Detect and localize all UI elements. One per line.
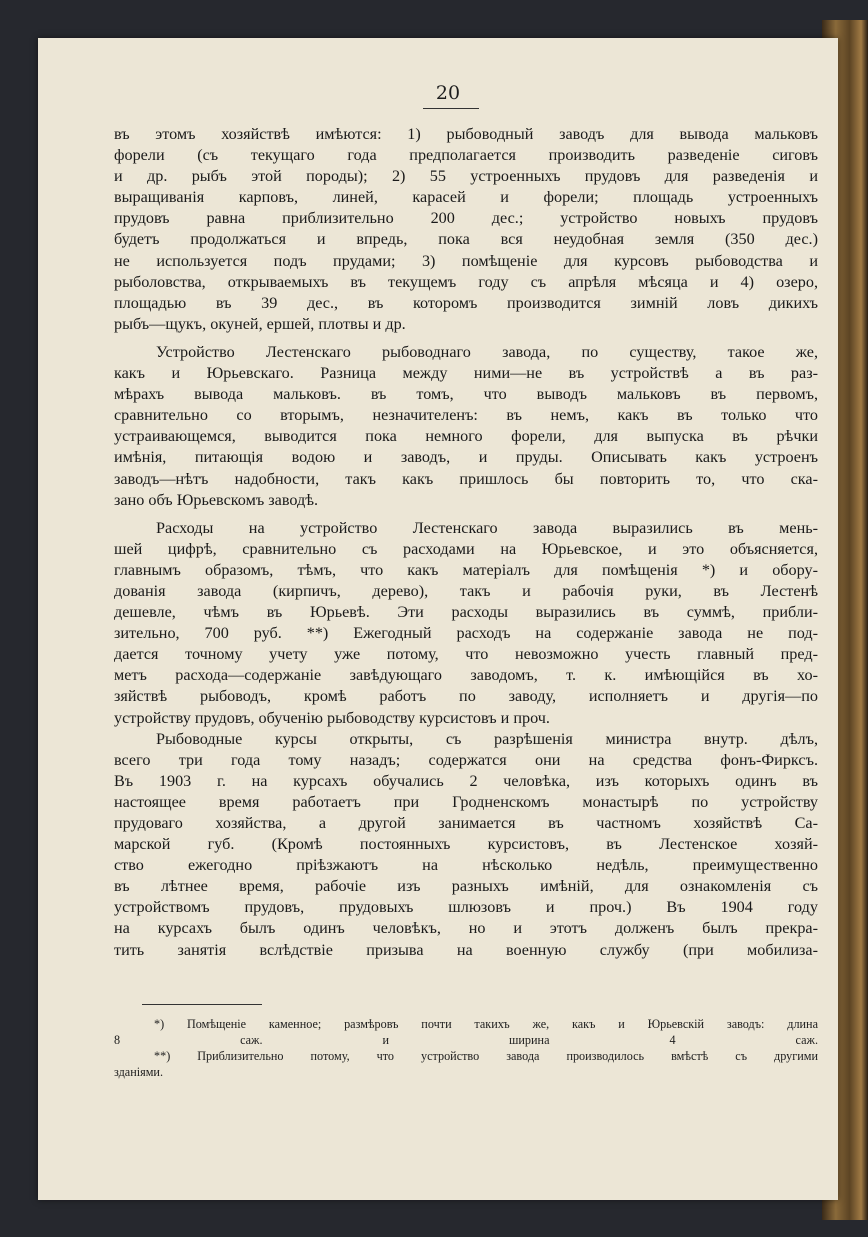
page-number-rule: [423, 108, 479, 109]
text-line: дешевле, чѣмъ въ Юрьевѣ. Эти расходы выразились въ суммѣ, прибли-: [114, 603, 818, 622]
text-line: настоящее время работаетъ при Гродненскомъ монастырѣ по устройству: [114, 792, 818, 811]
text-line: всего три года тому назадъ; содержатся они на средства фонъ-Фирксъ.: [114, 750, 818, 769]
text-line: зительно, 700 руб. **) Ежегодный расходъ на содержанiе завода не под-: [114, 624, 818, 643]
text-line: шей цифрѣ, сравнительно съ расходами на Юрьевское, и это объясняется,: [114, 539, 818, 558]
text-line: какъ и Юрьевскаго. Разница между ними—не въ устройствѣ а въ раз-: [114, 364, 818, 383]
text-line: прудоваго хозяйства, а другой занимается въ частномъ хозяйствѣ Са-: [114, 814, 818, 832]
text-line: выращиванiя карповъ, линей, карасей и форели; площадь устроенныхъ: [114, 188, 818, 207]
footnote-line: 8 саж. и ширина 4 саж.: [114, 1033, 818, 1047]
text-line: Рыбоводные курсы открыты, съ разрѣшенiя министра внутр. дѣлъ,: [156, 729, 818, 748]
body-text: [114, 124, 818, 961]
text-line: Въ 1903 г. на курсахъ обучались 2 человѣка, изъ которыхъ одинъ въ: [114, 771, 818, 790]
text-line: заводъ—нѣтъ надобности, такъ какъ пришлось бы повторить то, что ска-: [114, 469, 818, 488]
text-line: площадью въ 39 дес., въ которомъ производится зимнiй ловъ дикихъ: [114, 293, 818, 312]
text-line: не используется подъ прудами; 3) помѣщенiе для курсовъ рыбоводства и: [114, 251, 818, 270]
document-page: [38, 38, 838, 1200]
text-line: сравнительно со вторымъ, незначителенъ: въ немъ, какъ въ только что: [114, 406, 818, 425]
footnote-line: *) Помѣщенiе каменное; размѣровъ почти такихъ же, какъ и Юрьевскiй заводъ: длина: [154, 1017, 818, 1031]
footnote-line: **) Приблизительно потому, что устройство завода производилось вмѣстѣ съ другими: [154, 1049, 818, 1063]
text-line: зяйствѣ рыбоводъ, кромѣ работъ по заводу, исполняетъ и другiя—по: [114, 687, 818, 706]
text-line: ство ежегодно прiѣзжаютъ на нѣсколько недѣль, преимущественно: [114, 856, 818, 875]
text-line: мѣрахъ вывода мальковъ. въ томъ, что выводъ мальковъ въ первомъ,: [114, 385, 818, 404]
text-line: рыболовства, открываемыхъ въ текущемъ году съ апрѣля мѣсяца и 4) озеро,: [114, 272, 818, 291]
text-line: на курсахъ былъ одинъ человѣкъ, но и этотъ долженъ былъ прекра-: [114, 919, 818, 938]
text-line: прудовъ равна приблизительно 200 дес.; устройство новыхъ прудовъ: [114, 209, 818, 228]
text-line: устройству прудовъ, обученiю рыбоводству курсистовъ и проч.: [114, 708, 550, 727]
text-line: устраивающемся, выводится пока немного форели, для выпуска въ рѣчки: [114, 427, 818, 446]
text-line: рыбъ—щукъ, окуней, ершей, плотвы и др.: [114, 314, 406, 333]
text-line: Расходы на устройство Лестенскаго завода выразились въ мень-: [156, 518, 818, 537]
text-line: форели (съ текущаго года предполагается производить разведенiе сиговъ: [114, 146, 818, 165]
footnotes: [114, 1016, 818, 1080]
footnote-line: зданiями.: [114, 1065, 163, 1079]
text-line: и др. рыбъ этой породы); 2) 55 устроенныхъ прудовъ для разведенiя и: [114, 167, 818, 186]
footnote-separator: [142, 1004, 262, 1005]
page-number: 20: [435, 82, 461, 104]
text-line: имѣнiя, питающiя водою и заводъ, и пруды. Описывать какъ устроенъ: [114, 448, 818, 467]
text-line: дованiя завода (кирпичъ, дерево), такъ и рабочiя руки, въ Лестенѣ: [114, 581, 818, 600]
text-line: марской губ. (Кромѣ постоянныхъ курсистовъ, въ Лестенское хозяй-: [114, 835, 818, 854]
text-line: Устройство Лестенскаго рыбоводнаго завода, по существу, такое же,: [156, 342, 818, 361]
text-line: устройствомъ прудовъ, прудовыхъ шлюзовъ и проч.) Въ 1904 году: [114, 898, 818, 917]
text-line: зано объ Юрьевскомъ заводѣ.: [114, 490, 319, 509]
text-line: въ этомъ хозяйствѣ имѣются: 1) рыбоводный заводъ для вывода мальковъ: [114, 125, 818, 143]
text-line: тить занятiя вслѣдствiе призыва на военную службу (при мобилиза-: [114, 940, 818, 959]
text-line: будетъ продолжаться и впредь, пока вся неудобная земля (350 дес.): [114, 230, 818, 249]
text-line: въ лѣтнее время, рабочiе изъ разныхъ имѣнiй, для ознакомленiя съ: [114, 877, 818, 896]
text-line: главнымъ образомъ, тѣмъ, что какъ матерiалъ для помѣщенiя *) и обору-: [114, 560, 818, 579]
text-line: метъ расхода—содержанiе завѣдующаго заводомъ, т. к. имѣющiйся въ хо-: [114, 666, 818, 685]
text-line: дается точному учету уже потому, что невозможно учесть главный пред-: [114, 645, 818, 664]
